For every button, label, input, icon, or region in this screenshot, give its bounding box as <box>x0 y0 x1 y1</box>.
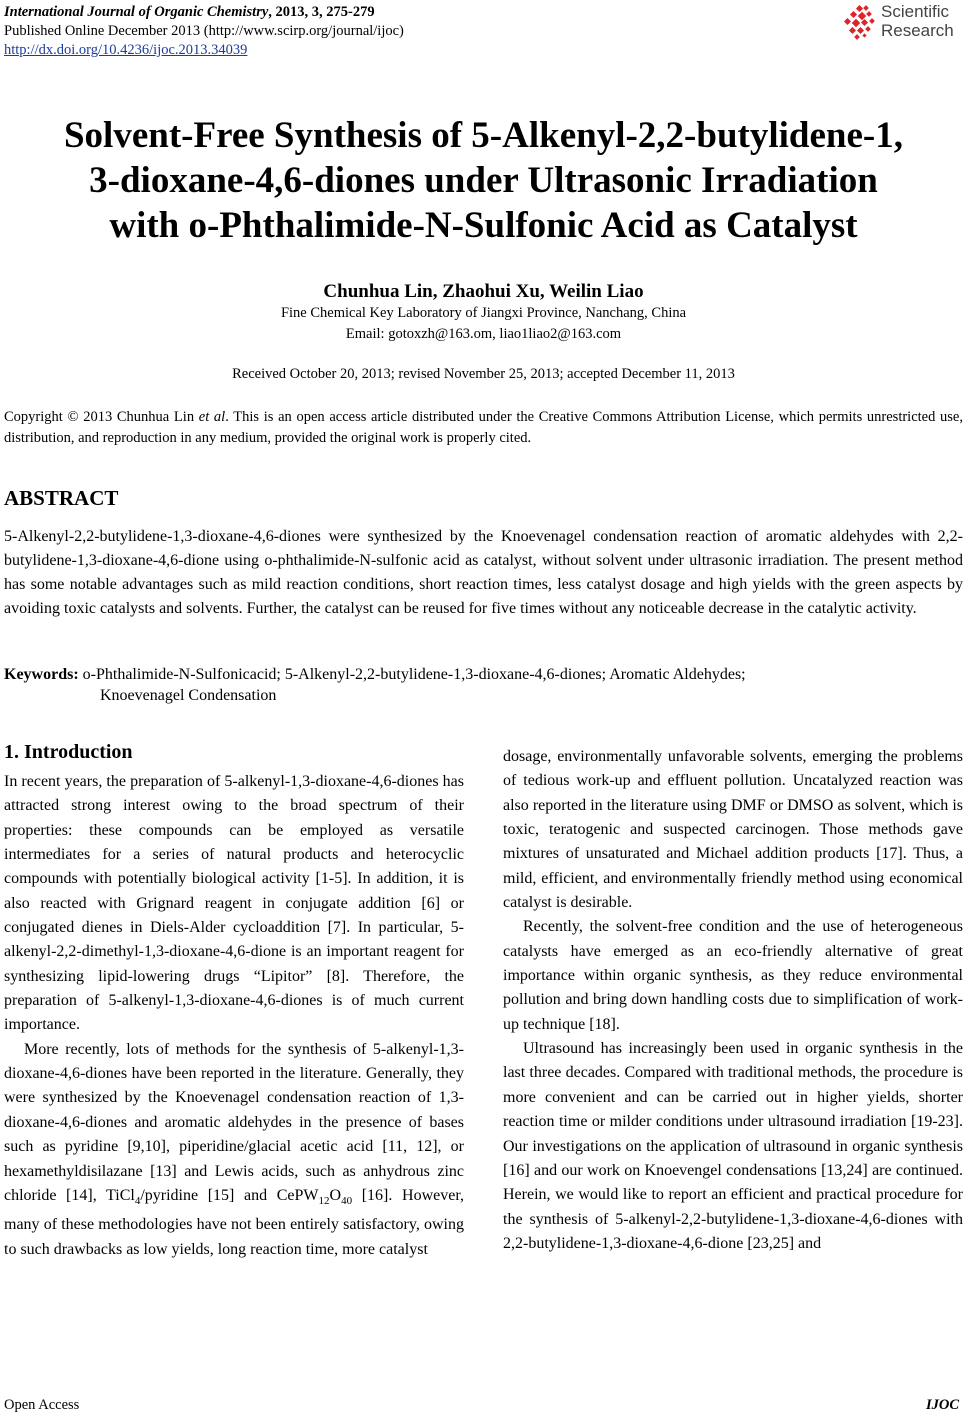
logo-square <box>852 19 860 27</box>
intro-paragraph-1: In recent years, the preparation of 5-alkenyl-1,3-dioxane-4,6-diones has attracted strong interest owing to the broad spectrum of their properties: these compounds can be employed as versatile intermediates for a series of natural products and heterocyclic compounds with potentially biological activity [1-5]. In addition, it is also reacted with Grignard reagent in conjugate addition [6] or conjugated dienes in Diels-Alder cycloaddition [7]. In particular, 5-alkenyl-2,2-dimethyl-1,3-dioxane-4,6-dione is an important reagent for synthesizing lipid-lowering drugs “Lipitor” [8]. Therefore, the preparation of 5-alkenyl-1,3-dioxane-4,6-diones is of much current importance. <box>4 773 464 1034</box>
p2-text-d: [16]. However, many of these methodologies have not been entirely satisfactory, owing to such drawbacks as low yields, long reaction time, more catalyst <box>4 1186 465 1258</box>
title-line-1: Solvent-Free Synthesis of 5-Alkenyl-2,2-butylidene-1, <box>63 115 903 156</box>
journal-volume: , 2013, 3, 275-279 <box>268 4 375 20</box>
logo-square <box>849 27 856 34</box>
logo-square <box>850 11 857 18</box>
p2-sub-3: 40 <box>341 1195 353 1208</box>
logo-square <box>862 33 866 37</box>
copyright-etal: et al <box>198 409 226 425</box>
publisher-logo <box>841 2 959 42</box>
logo-square <box>863 5 869 11</box>
intro-paragraph-4: Recently, the solvent-free condition and the use of heterogeneous catalysts have emerged as an eco-friendly alternative of great importance within organic synthesis, as they reduce environmental pollution and bring down handling costs due to simplification of work-up technique [18]. <box>503 918 963 1033</box>
logo-square <box>856 5 863 12</box>
logo-square <box>844 18 851 25</box>
publication-info: Published Online December 2013 (http://www.scirp.org/journal/ijoc) <box>4 23 404 39</box>
paper-title <box>0 113 967 248</box>
section-heading-introduction: 1. Introduction <box>4 741 133 763</box>
p2-text-b: /pyridine [15] and CePW <box>140 1186 319 1204</box>
journal-name: International Journal of Organic Chemistry <box>4 4 269 20</box>
p2-text-c: O <box>329 1186 342 1204</box>
abstract-heading: ABSTRACT <box>4 486 119 510</box>
footer-journal-abbrev: IJOC <box>925 1397 959 1413</box>
logo-square <box>865 26 871 32</box>
intro-paragraph-2 <box>4 1038 464 1262</box>
keywords-list: o-Phthalimide-N-Sulfonicacid; 5-Alkenyl-2,2-butylidene-1,3-dioxane-4,6-diones; Aromatic Aldehydes; <box>78 666 746 683</box>
abstract-text: 5-Alkenyl-2,2-butylidene-1,3-dioxane-4,6-diones were synthesized by the Knoevenagel condensation reaction of aromatic aldehydes with 2,2-butylidene-1,3-dioxane-4,6-dione using o-phthalimide-N-sulfonic acid as catalyst, without solvent under ultrasonic irradiation. The present method has some notable advantages such as mild reaction conditions, short reaction times, less catalyst dosage and high yields with the green aspects by avoiding toxic catalysts and solvents. Further, the catalyst can be reused for five times without any noticeable decrease in the catalytic activity. <box>4 528 963 617</box>
p2-sub-2: 12 <box>318 1195 330 1208</box>
logo-square <box>869 18 875 24</box>
right-column <box>503 745 963 1256</box>
copyright-pre: Copyright © 2013 Chunhua Lin <box>4 409 199 425</box>
title-line-3: with o-Phthalimide-N-Sulfonic Acid as Catalyst <box>109 205 858 246</box>
keywords-label: Keywords: <box>4 666 79 683</box>
logo-text-line1: Scientific <box>881 2 950 21</box>
keywords-list-cont: Knoevenagel Condensation <box>100 687 277 704</box>
footer-open-access: Open Access <box>4 1397 80 1413</box>
copyright-post: . This is an open access article distributed under the Creative Commons Attribution License, which permits unrestricted use, distribution, and reproduction in any medium, provided the original work is properly cited. <box>4 409 963 446</box>
p2-sub-1: 4 <box>134 1195 141 1208</box>
logo-text-line2: Research <box>881 21 954 40</box>
title-line-2: 3-dioxane-4,6-diones under Ultrasonic Irradiation <box>89 160 878 201</box>
journal-citation <box>4 3 375 22</box>
p2-text-a: More recently, lots of methods for the synthesis of 5-alkenyl-1,3-dioxane-4,6-diones have been reported in the literature. Generally, they were synthesized by the Knoevenagel condensation reaction of 1,3-dioxane-4,6-diones and aromatic aldehydes in the presence of bases such as pyridine [9,10], piperidine/glacial acetic acid [11, 12], or hexamethyldisilazane [13] and Lewis acids, such as anhydrous zinc chloride [14], TiCl <box>4 1040 464 1204</box>
intro-paragraph-3: dosage, environmentally unfavorable solvents, emerging the problems of tedious work-up and effluent pollution. Uncatalyzed reaction was also reported in the literature using DMF or DMSO as solvent, which is toxic, teratogenic and suspected carcinogen. Those methods gave mixtures of unsaturated and Michael addition products [17]. Thus, a mild, efficient, and environmentally friendly method using economical catalyst is desirable. <box>503 748 963 912</box>
logo-mark-icon <box>841 4 879 40</box>
authors: Chunhua Lin, Zhaohui Xu, Weilin Liao <box>323 281 644 302</box>
logo-square <box>866 11 872 17</box>
left-column <box>4 770 464 1262</box>
logo-square <box>854 34 860 40</box>
keywords-line <box>4 663 746 687</box>
received-dates: Received October 20, 2013; revised November 25, 2013; accepted December 11, 2013 <box>232 366 735 382</box>
logo-square <box>858 12 866 20</box>
intro-paragraph-5: Ultrasound has increasingly been used in organic synthesis in the last three decades. Compared with traditional methods, the procedure is more convenient and can be carried out in higher yields, shorter reaction time or milder conditions under ultrasound irradiation [19-23]. Our investigations on the application of ultrasound in organic synthesis [16] and our work on Knoevengel condensations [13,24] are continued. Herein, we would like to report an efficient and practical procedure for the synthesis of 5-alkenyl-2,2-butylidene-1,3-dioxane-4,6-diones with 2,2-butylidene-1,3-dioxane-4,6-dione [23,25] and <box>503 1040 963 1252</box>
doi-link[interactable]: http://dx.doi.org/10.4236/ijoc.2013.34039 <box>4 42 248 58</box>
logo-square <box>857 27 864 34</box>
copyright-notice <box>4 407 963 449</box>
author-email: Email: gotoxzh@163.om, liao1liao2@163.com <box>345 326 622 342</box>
affiliation: Fine Chemical Key Laboratory of Jiangxi Province, Nanchang, China <box>280 305 687 321</box>
